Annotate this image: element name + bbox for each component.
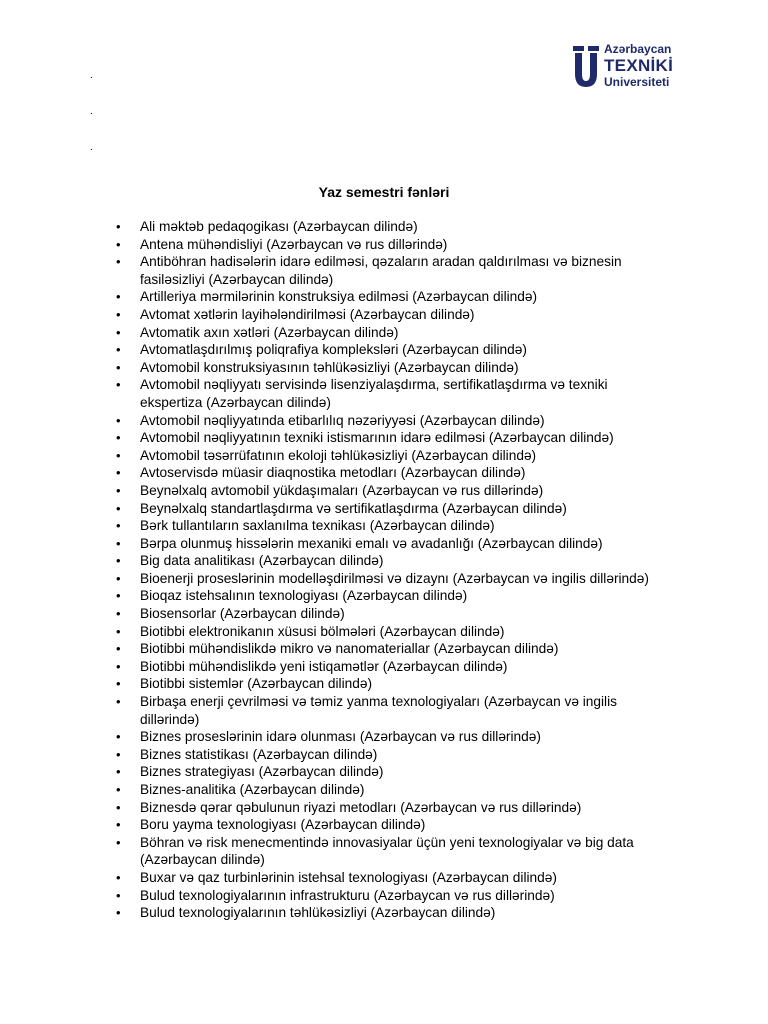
logo-line-2: TEXNİKİ (604, 56, 674, 75)
margin-marks (90, 58, 102, 166)
subject-item: • Biznes statistikası (Azərbaycan dilində) (140, 746, 720, 764)
subject-item: • Biotibbi mühəndislikdə mikro və nanomateriallar (Azərbaycan dilində) (140, 640, 720, 658)
subject-item: • Böhran və risk menecmentində innovasiyalar üçün yeni texnologiyalar və big data (Azərbaycan dilində) (140, 834, 720, 869)
subject-item: • Avtomatik axın xətləri (Azərbaycan dilində) (140, 324, 720, 342)
subject-item: • Biznes proseslərinin idarə olunması (Azərbaycan və rus dillərində) (140, 728, 720, 746)
subject-item: • Bulud texnologiyalarının infrastrukturu (Azərbaycan və rus dillərində) (140, 887, 720, 905)
subject-item: • Biosensorlar (Azərbaycan dilində) (140, 605, 720, 623)
subject-item: • Artilleriya mərmilərinin konstruksiya edilməsi (Azərbaycan dilində) (140, 288, 720, 306)
margin-mark: . (90, 142, 93, 153)
subject-item: • Avtomatlaşdırılmış poliqrafiya kompleksləri (Azərbaycan dilində) (140, 341, 720, 359)
subject-item: • Birbaşa enerji çevrilməsi və təmiz yanma texnologiyaları (Azərbaycan və ingilis dillərində) (140, 693, 720, 728)
subject-list (140, 218, 720, 922)
page-title: Yaz semestri fənləri (318, 184, 450, 200)
subject-item: • Antiböhran hadisələrin idarə edilməsi, qəzaların aradan qaldırılması və biznesin fasiləsizliyi (Azərbaycan dilində) (140, 253, 720, 288)
subject-item: • Bərk tullantıların saxlanılma texnikası (Azərbaycan dilində) (140, 517, 720, 535)
subject-item: • Avtomobil konstruksiyasının təhlükəsizliyi (Azərbaycan dilində) (140, 359, 720, 377)
subject-item: • Avtomat xətlərin layihələndirilməsi (Azərbaycan dilində) (140, 306, 720, 324)
subject-item: • Biznes strategiyası (Azərbaycan dilində) (140, 763, 720, 781)
subject-item: • Antena mühəndisliyi (Azərbaycan və rus dillərində) (140, 236, 720, 254)
university-emblem-icon (571, 44, 601, 88)
logo-wordmark (604, 42, 673, 89)
subject-item: • Bioenerji proseslərinin modelləşdirilməsi və dizaynı (Azərbaycan və ingilis dillərində) (140, 570, 720, 588)
subject-item: • Bioqaz istehsalının texnologiyası (Azərbaycan dilində) (140, 587, 720, 605)
subject-item: • Big data analitikası (Azərbaycan dilində) (140, 552, 720, 570)
subject-item: • Avtomobil nəqliyyatında etibarlılıq nəzəriyyəsi (Azərbaycan dilində) (140, 412, 720, 430)
logo-line-3: Universiteti (604, 75, 670, 89)
subject-item: • Avtomobil nəqliyyatının texniki istismarının idarə edilməsi (Azərbaycan dilində) (140, 429, 720, 447)
subject-item: • Biotibbi elektronikanın xüsusi bölmələri (Azərbaycan dilində) (140, 623, 720, 641)
subject-item: • Beynəlxalq standartlaşdırma və sertifikatlaşdırma (Azərbaycan dilində) (140, 500, 720, 518)
logo-line-1: Azərbaycan (604, 42, 672, 56)
subject-item: • Avtomobil təsərrüfatının ekoloji təhlükəsizliyi (Azərbaycan dilində) (140, 447, 720, 465)
subject-item: • Biotibbi sistemlər (Azərbaycan dilində) (140, 675, 720, 693)
subject-item: • Bulud texnologiyalarının təhlükəsizliyi (Azərbaycan dilində) (140, 904, 720, 922)
subject-item: • Bərpa olunmuş hissələrin mexaniki emalı və avadanlığı (Azərbaycan dilində) (140, 535, 720, 553)
subject-item: • Boru yayma texnologiyası (Azərbaycan dilində) (140, 816, 720, 834)
subject-item: • Biznes-analitika (Azərbaycan dilində) (140, 781, 720, 799)
subject-item: • Beynəlxalq avtomobil yükdaşımaları (Azərbaycan və rus dillərində) (140, 482, 720, 500)
subject-item: • Avtoservisdə müasir diaqnostika metodları (Azərbaycan dilində) (140, 464, 720, 482)
subject-item: • Biotibbi mühəndislikdə yeni istiqamətlər (Azərbaycan dilində) (140, 658, 720, 676)
subject-item: • Ali məktəb pedaqogikası (Azərbaycan dilində) (140, 218, 720, 236)
subject-item: • Avtomobil nəqliyyatı servisində lisenziyalaşdırma, sertifikatlaşdırma və texniki ekspertiza (Azərbaycan dilində) (140, 376, 720, 411)
margin-mark: . (90, 106, 93, 117)
subject-item: • Buxar və qaz turbinlərinin istehsal texnologiyası (Azərbaycan dilində) (140, 869, 720, 887)
subject-item: • Biznesdə qərar qəbulunun riyazi metodları (Azərbaycan və rus dillərində) (140, 799, 720, 817)
university-logo (571, 42, 681, 92)
margin-mark: . (90, 70, 93, 81)
